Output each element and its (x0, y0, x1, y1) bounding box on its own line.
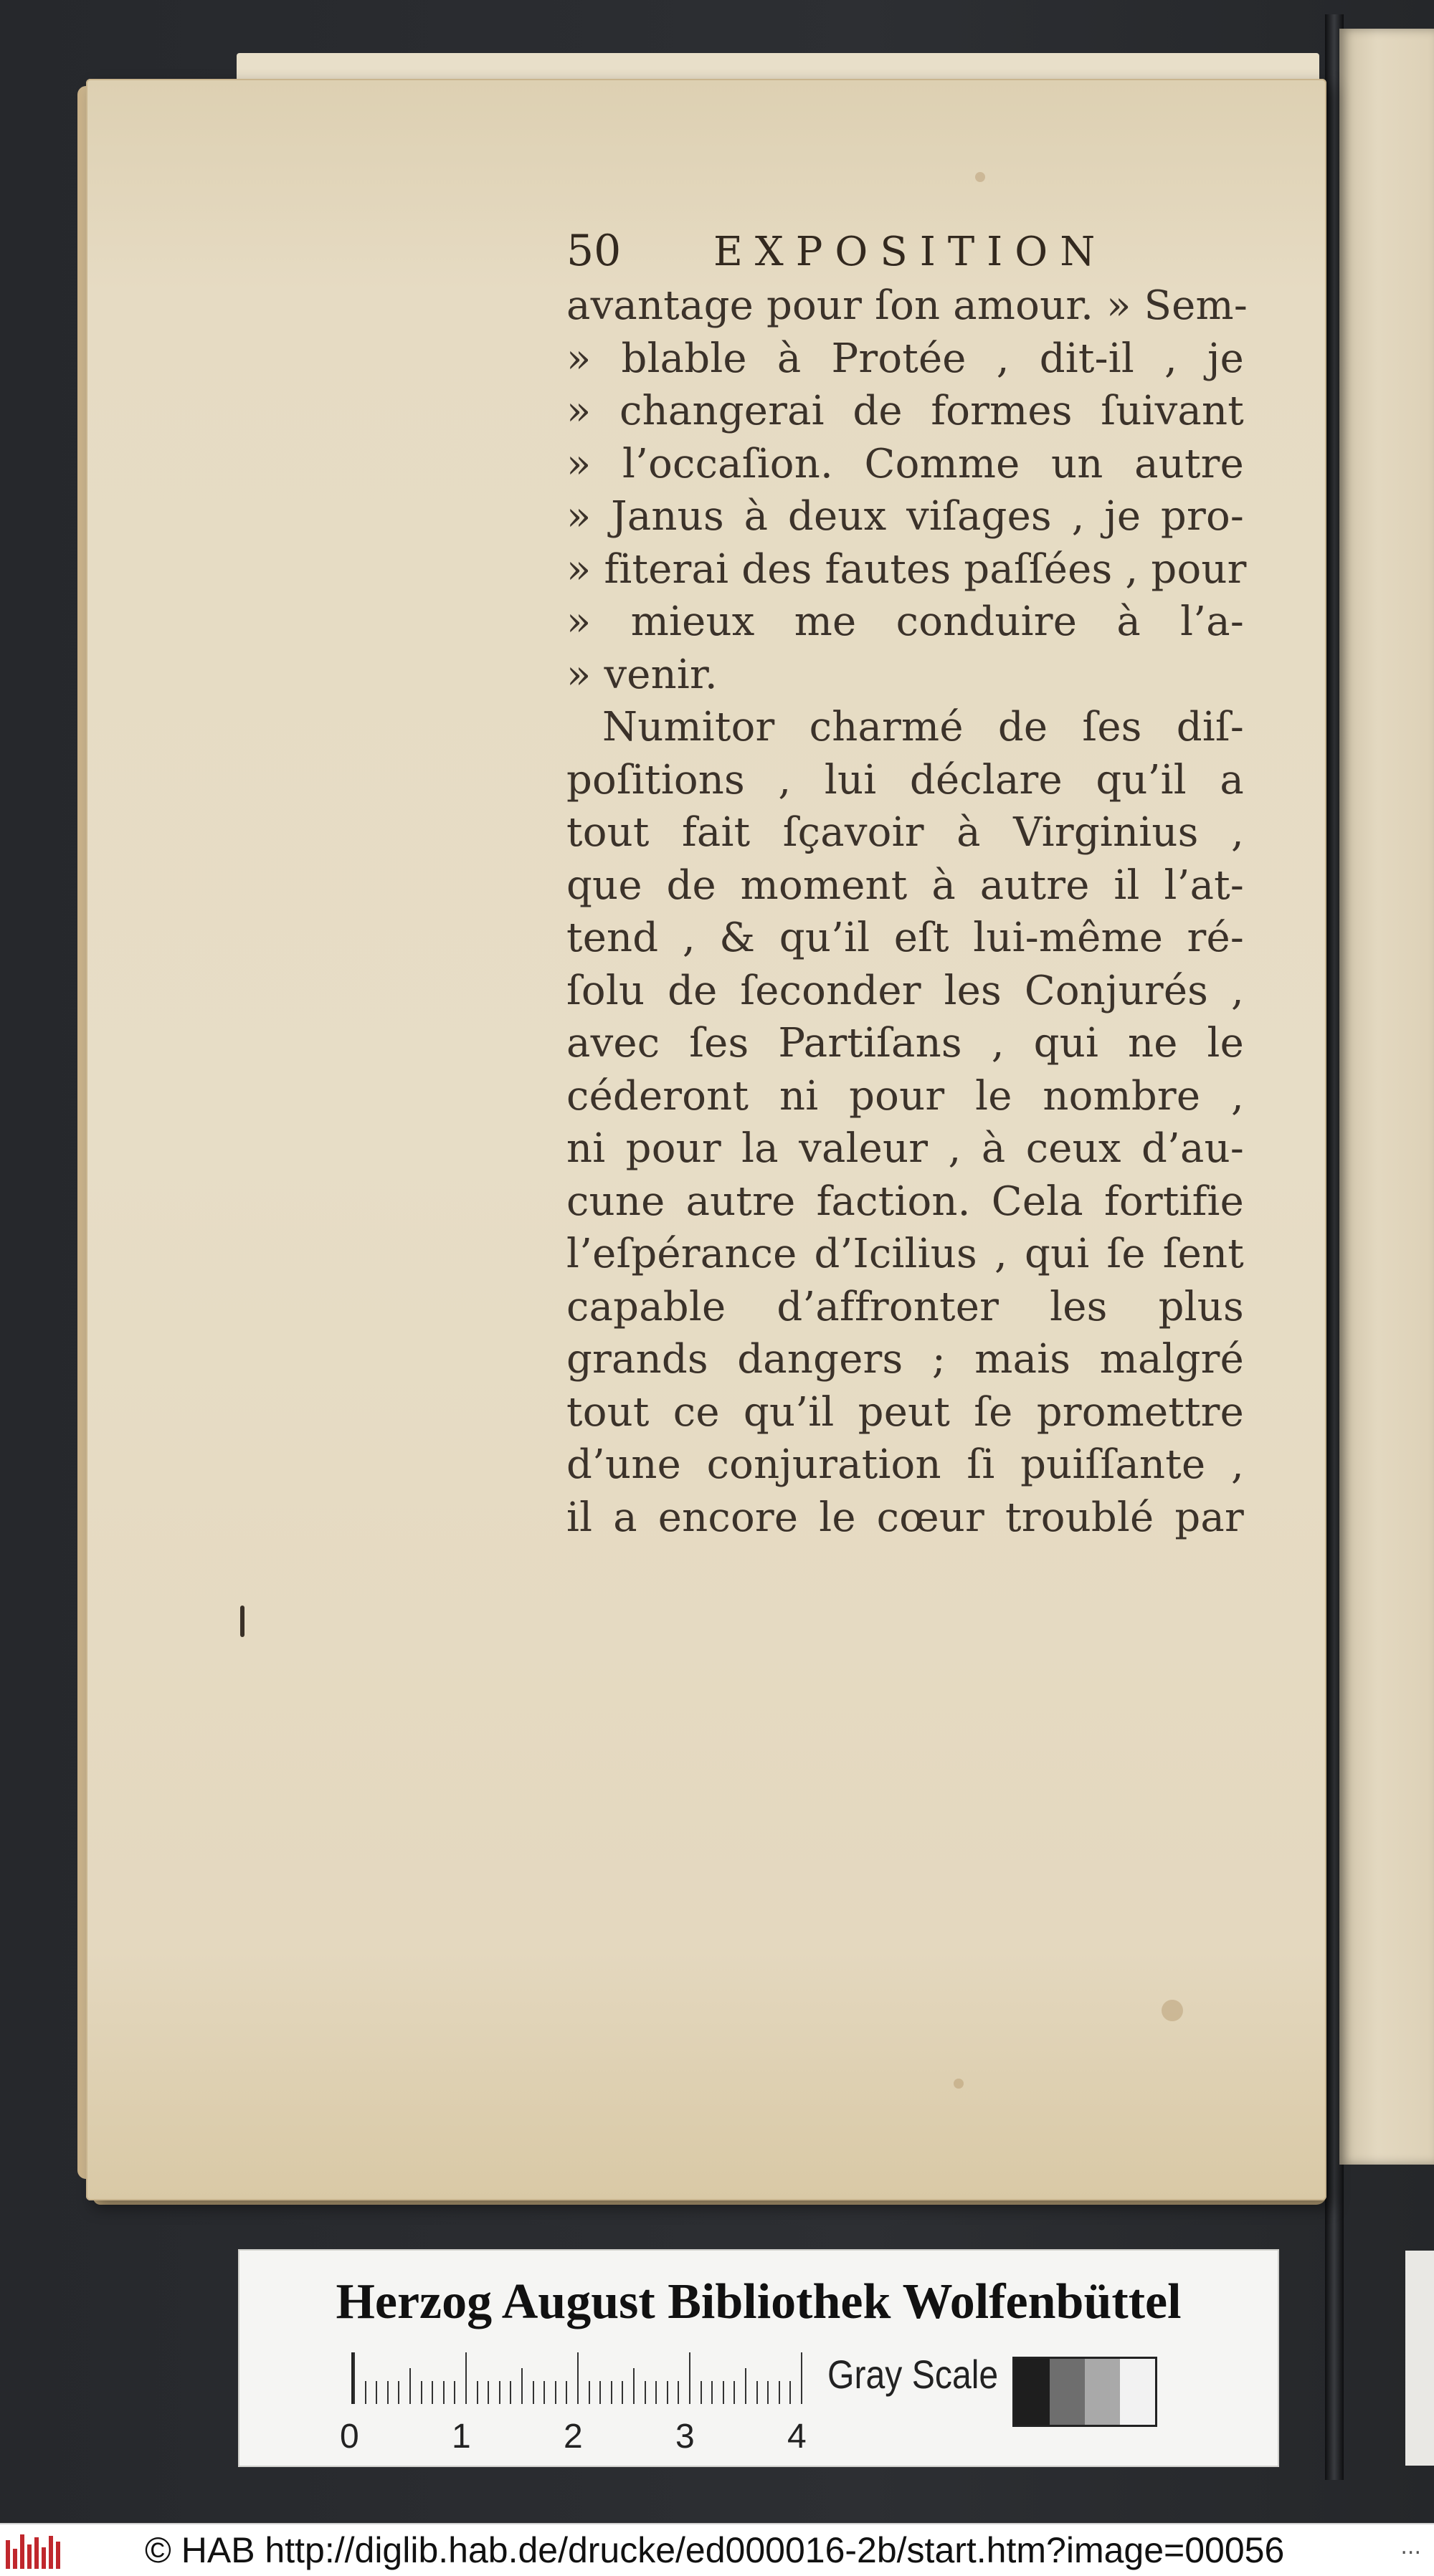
ruler-tick (454, 2381, 455, 2404)
running-head-title: EXPOSITION (713, 229, 1108, 275)
ruler-tick (353, 2352, 355, 2404)
ruler-tick (533, 2381, 534, 2404)
ruler-tick (443, 2381, 445, 2404)
page-number: 50 (566, 226, 622, 276)
ruler-tick (577, 2352, 579, 2404)
ruler-tick (678, 2381, 679, 2404)
text-line: tout fait ſçavoir à Virginius , (566, 809, 1244, 856)
gray-swatch (1085, 2359, 1120, 2425)
ruler-tick (477, 2381, 478, 2404)
text-line: il a encore le cœur troublé par (566, 1494, 1244, 1541)
text-line: poſitions , lui déclare qu’il a (566, 756, 1244, 803)
ruler-tick (655, 2381, 657, 2404)
ruler-tick (409, 2368, 411, 2404)
ruler-tick (510, 2381, 511, 2404)
text-line: » venir. (566, 651, 718, 698)
ruler-tick (633, 2368, 635, 2404)
ruler-tick (387, 2381, 389, 2404)
ruler-number: 0 (340, 2418, 359, 2456)
ruler-tick (521, 2368, 523, 2404)
gray-swatch (1015, 2359, 1050, 2425)
ruler-tick (555, 2381, 556, 2404)
ruler-tick (599, 2381, 601, 2404)
gray-scale-label: Gray Scale (827, 2352, 999, 2397)
page-stain (1162, 2000, 1183, 2021)
ruler-tick (711, 2381, 713, 2404)
footer-bar (0, 2523, 1434, 2576)
ruler-tick (543, 2381, 545, 2404)
ruler-tick (566, 2381, 567, 2404)
ellipsis-icon[interactable]: ... (1400, 2534, 1421, 2560)
ruler-tick (756, 2381, 758, 2404)
gray-swatch (1050, 2359, 1085, 2425)
ruler-tick (723, 2381, 724, 2404)
text-line: » changerai de formes ſuivant (566, 388, 1244, 434)
page-mark (240, 1606, 244, 1637)
text-line: que de moment à autre il l’at- (566, 862, 1244, 909)
gray-scale-bar (1012, 2357, 1157, 2427)
page-text (566, 226, 1248, 1544)
page-stain (954, 2079, 964, 2089)
color-reference-card (238, 2249, 1279, 2467)
ruler-tick (589, 2381, 590, 2404)
ruler-tick (733, 2381, 735, 2404)
text-line: » fiterai des fautes paſſées , pour (566, 545, 1247, 593)
gray-swatch (1120, 2359, 1155, 2425)
page-stain (975, 172, 985, 182)
text-line: » mieux me conduire à l’a- (566, 598, 1244, 645)
ruler-tick (645, 2381, 646, 2404)
ruler-tick (779, 2381, 780, 2404)
hab-logo-icon (6, 2532, 66, 2569)
ruler-number: 4 (787, 2418, 807, 2456)
ruler-tick (789, 2381, 791, 2404)
text-line: avantage pour ſon amour. » Sem- (566, 282, 1248, 329)
text-line: céderont ni pour le nombre , (566, 1072, 1244, 1120)
text-line: avec ſes Partiſans , qui ne le (566, 1020, 1244, 1067)
ruler-tick (622, 2381, 623, 2404)
text-line: cune autre faction. Cela fortifie (566, 1178, 1244, 1225)
ruler-number: 3 (675, 2418, 695, 2456)
text-line: ſolu de ſeconder les Conjurés , (566, 967, 1244, 1014)
ruler-tick (398, 2381, 399, 2404)
text-line: » l’occaſion. Comme un autre (566, 440, 1244, 487)
ruler-tick (667, 2381, 668, 2404)
facing-color-card-edge (1405, 2251, 1434, 2466)
ruler-tick (376, 2381, 377, 2404)
ruler-number: 2 (564, 2418, 583, 2456)
text-line: capable d’affronter les plus (566, 1283, 1244, 1330)
ruler (351, 2352, 805, 2404)
facing-page (1339, 29, 1434, 2165)
ruler-tick (745, 2368, 746, 2404)
ruler-tick (432, 2381, 433, 2404)
text-line: d’une conjuration ſi puiſſante , (566, 1441, 1244, 1488)
ruler-tick (421, 2381, 422, 2404)
ruler-tick (701, 2381, 702, 2404)
ruler-tick (689, 2352, 690, 2404)
text-line: grands dangers ; mais malgré (566, 1336, 1244, 1383)
copyright-url[interactable]: © HAB http://diglib.hab.de/drucke/ed000016-2b/start.htm?image=00056 (145, 2530, 1285, 2570)
ruler-tick (465, 2352, 467, 2404)
running-head (566, 226, 1244, 280)
ruler-tick (801, 2352, 802, 2404)
ruler-tick (365, 2381, 366, 2404)
text-line: » blable à Protée , dit-il , je (566, 335, 1244, 382)
text-line: tout ce qu’il peut ſe promettre (566, 1388, 1244, 1436)
card-title: Herzog August Bibliothek Wolfenbüttel (336, 2274, 1182, 2329)
text-line: ni pour la valeur , à ceux d’au- (566, 1125, 1244, 1172)
ruler-tick (499, 2381, 500, 2404)
text-line: l’eſpérance d’Icilius , qui ſe ſent (566, 1231, 1244, 1277)
text-line: Numitor charmé de ſes diſ- (602, 704, 1244, 750)
ruler-tick (611, 2381, 612, 2404)
text-line: » Janus à deux viſages , je pro- (566, 493, 1244, 540)
text-line: tend , & qu’il eſt lui-même ré- (566, 915, 1244, 961)
ruler-tick (767, 2381, 769, 2404)
ruler-number: 1 (452, 2418, 471, 2456)
ruler-tick (488, 2381, 489, 2404)
